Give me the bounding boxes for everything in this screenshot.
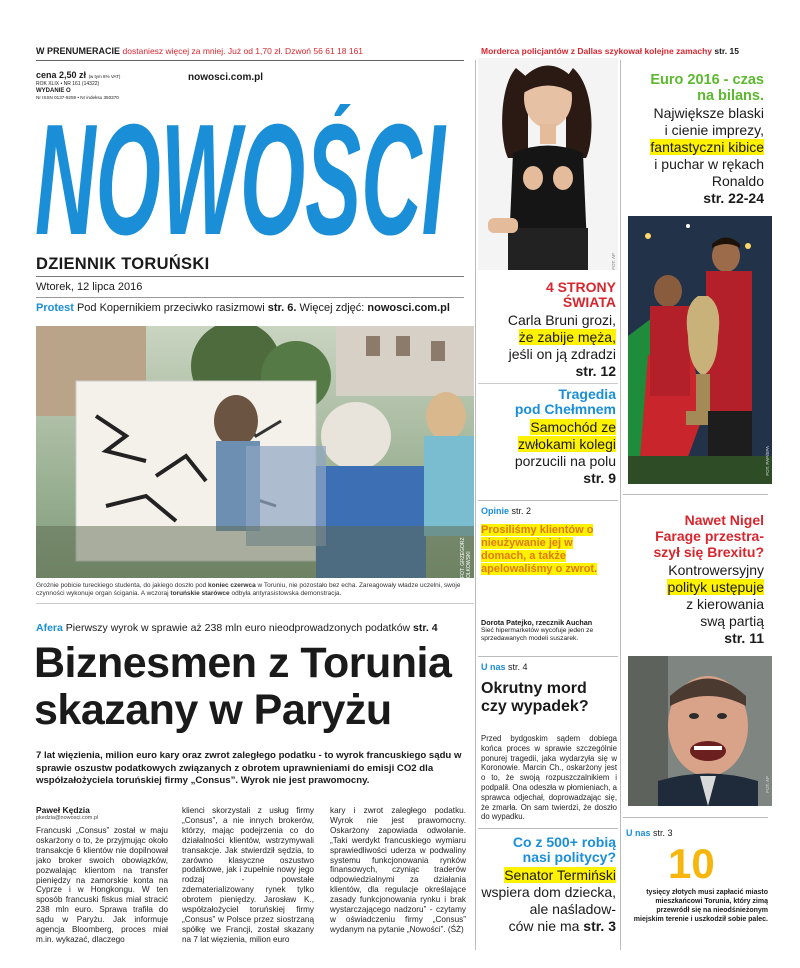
- opinie-desc: Sieć hipermarketów wycofuje jeden ze sprzedawanych modeli suszarek.: [481, 627, 594, 642]
- carla-line-2: że zabije męża,: [518, 329, 616, 345]
- unas1-title-1: Okrutny mord: [481, 680, 587, 697]
- subscription-bar: [36, 46, 363, 56]
- unas2-tag: U nas: [626, 828, 651, 838]
- author-email[interactable]: pkedzia@nowosci.com.pl: [36, 815, 99, 821]
- price-block: [36, 70, 156, 100]
- masthead-svg: [33, 104, 448, 250]
- opinie-source: [481, 618, 617, 643]
- afera-text: Pierwszy wyrok w sprawie aż 238 mln euro nieodprowadzonych podatków: [65, 622, 411, 634]
- s500-line-1: Senator Termiński: [504, 867, 616, 883]
- protest-page: str. 6.: [267, 302, 297, 314]
- price-label: cena 2,50 zł: [36, 70, 87, 80]
- carla-photo-credit: FOT. AP: [611, 253, 616, 270]
- euro-line-3: fantastyczni kibice: [650, 139, 764, 155]
- unas2-number: 10: [668, 840, 715, 887]
- carla-line-3: jeśli on ją zdradzi: [508, 346, 616, 362]
- farage-photo: [628, 656, 772, 806]
- afera-tag: Afera: [36, 622, 63, 634]
- protest-more: Więcej zdjęć:: [299, 302, 365, 314]
- masthead-title: NOWOŚCI: [35, 104, 447, 250]
- opinie-page: str. 2: [511, 506, 532, 516]
- opinie-header: [481, 506, 531, 516]
- farage-line-1: Kontrowersyjny: [668, 562, 764, 578]
- farage-line-4: swą partią: [700, 613, 764, 629]
- farage-title-3: szył się Brexitu?: [653, 544, 764, 560]
- website-link[interactable]: nowosci.com.pl: [188, 72, 264, 83]
- protest-caption: [36, 582, 474, 598]
- price-vat: (w tym 8% VAT): [88, 74, 121, 79]
- edition: WYDANIE O: [36, 88, 71, 94]
- euro-line-4: i puchar w rękach: [654, 156, 764, 172]
- unas1-tag: U nas: [481, 662, 506, 672]
- farage-page: str. 11: [724, 630, 764, 646]
- unas1-title: [481, 680, 619, 716]
- carla-line-1: Carla Bruni grozi,: [507, 312, 616, 328]
- protest-tag: Protest: [36, 302, 74, 314]
- masthead-subtitle: DZIENNIK TORUŃSKI: [36, 255, 210, 273]
- article-col-2: klienci skorzystali z usług firmy „Consus”, a nie innych brokerów, którzy, mając podejrzenia co do działalności klientów, wstrzymywali transakcje. Jak stwierdził sędzia, to zarówno klasyczne oszustwo podatkowe, jak i zupełnie nowy jego rodzaj - powstałe zdematerializowany rynek tylko obrotem pieniędzy. Jarosław K., współzałożyciel toruńskiej firmy „Consus” w Polsce przez siostrzaną spółkę we Francji, został skazany na 7 lat więzienia, milion euro: [182, 806, 314, 944]
- author-name: Paweł Kędzia: [36, 805, 90, 815]
- s500-line-3: ale naśladow-: [529, 901, 616, 917]
- s500-teaser: [478, 835, 616, 935]
- euro-title-2: na bilans.: [697, 88, 764, 104]
- protest-line: [36, 302, 450, 314]
- tragedia-line-2: zwłokami kolegi: [517, 436, 616, 452]
- afera-line: [36, 622, 438, 634]
- top-teaser: [481, 46, 739, 56]
- protest-photo-svg: [36, 326, 474, 578]
- afera-page: str. 4: [413, 622, 438, 634]
- euro-photo: [628, 216, 772, 484]
- s500-line-2: wspiera dom dziecka,: [481, 884, 616, 900]
- tragedia-title-1: Tragedia: [558, 386, 616, 402]
- year-number: ROK XLIX • NR 161 (14322): [36, 81, 100, 87]
- farage-line-3: z kierowania: [686, 596, 764, 612]
- euro-teaser: [622, 72, 764, 207]
- issn: Nr ISSN 0137-9259 • Nr indeksu 350370: [36, 95, 119, 100]
- carla-photo-svg: [478, 58, 618, 270]
- euro-title-1: Euro 2016 - czas: [650, 72, 764, 88]
- unas1-page: str. 4: [508, 662, 528, 672]
- euro-line-5: Ronaldo: [711, 173, 764, 189]
- protest-text: Pod Kopernikiem przeciwko rasizmowi: [76, 302, 265, 314]
- euro-line-2: i cienie imprezy,: [664, 122, 764, 138]
- s500-line-4: ców nie ma: [508, 918, 580, 934]
- farage-title-2: Farage przestra-: [655, 528, 764, 544]
- masthead-date: Wtorek, 12 lipca 2016: [36, 281, 143, 293]
- protest-photo-credit: FOT. GRZEGORZ OLKOWSKI: [460, 537, 472, 578]
- farage-photo-credit: FOT. AP: [765, 776, 770, 793]
- unas1-body: Przed bydgoskim sądem dobiega końca proces w sprawie szczególnie ponurej tragedii, jaka wydarzyła się w Koronowie. Marcin Ch., oskarżony jest o to, że swoją rozpuszczalnikiem i podpalił. Ona odeszła w płomieniach, a sprawca odjechał, doprowadzając się, że zmarła. On sam twierdzi, że doszło do wypadku.: [481, 734, 617, 822]
- farage-teaser: [622, 512, 764, 647]
- carla-kicker-1: 4 STRONY: [545, 279, 616, 295]
- caption-part-c: odbyła antyrasistowska demonstracja.: [231, 590, 342, 597]
- farage-title-1: Nawet Nigel: [684, 512, 764, 528]
- farage-line-2: polityk ustępuje: [667, 579, 764, 595]
- caption-part-b: w Toruniu, nie pozostało bez echa. Zareagowały władze uczelni, swoje czynności wykonuje organ ścigania. A wczoraj: [36, 582, 461, 597]
- article-col-3: kary i zwrot zaległego podatku. Wyrok nie jest prawomocny. Oskarżony zapowiada odwołanie. „Taki werdykt francuskiego wymiaru sprawiedliwości uderza w podwaliny systemu funkcjonowania rynków finansowych, czyniąc traderów odpowiedzialnymi za działania klientów, dla regulacje określające zasady funkcjonowania rynku i brak wystarczającego nadzoru” - czytamy w oświadczeniu firmy „Consus” wydanym na pytanie „Nowości”. (ŚŻ): [330, 806, 466, 934]
- main-headline: [34, 640, 451, 734]
- tragedia-line-3: porzucili na polu: [514, 453, 616, 469]
- top-teaser-text: Morderca policjantów z Dallas szykował kolejne zamachy: [481, 46, 712, 56]
- protest-url[interactable]: nowosci.com.pl: [367, 302, 450, 314]
- unas2-text: tysięcy złotych musi zapłacić miasto mieszkańcowi Torunia, który zimą przewródł się na nieodśnieżonym miejskim terenie i uszkodził sobie palec.: [633, 889, 768, 923]
- carla-teaser: [478, 280, 616, 380]
- s500-title-2: nasi politycy?: [522, 849, 616, 865]
- top-teaser-page: str. 15: [714, 46, 739, 56]
- euro-photo-credit: FOT. PAP/EPA: [765, 446, 770, 476]
- protest-photo: [36, 326, 474, 578]
- masthead-logo: [33, 104, 448, 250]
- caption-part-a: Grożnie pobicie tureckiego studenta, do jakiego doszło pod: [36, 582, 207, 589]
- opinie-person: Dorota Patejko, rzecznik Auchan: [481, 618, 593, 627]
- subscription-text: dostaniesz więcej za mniej. Już od 1,70 zł. Dzwoń 56 61 18 161: [122, 46, 364, 56]
- opinie-text: Prosiliśmy klientów o nieużywanie jej w domach, a także apelowaliśmy o zwrot.: [481, 524, 598, 575]
- article-lead: 7 lat więzienia, milion euro kary oraz zwrot zaległego podatku - to wyrok francuskiego sądu w sprawie oszustw podatkowych związanych z obrotem uprawnieniami do emisji CO2 dla współzałożyciela toruńskiej firmy „Consus”. Wyrok nie jest prawomocny.: [36, 750, 462, 787]
- caption-bold: koniec czerwca: [208, 582, 256, 589]
- euro-photo-svg: [628, 216, 772, 484]
- tragedia-title-2: pod Chełmnem: [514, 401, 616, 417]
- opinie-tag: Opinie: [481, 506, 510, 516]
- opinie-quote: [481, 524, 617, 576]
- s500-page: str. 3: [583, 918, 616, 934]
- article-col-1: Francuski „Consus” został w maju oskarżony o to, że przyjmując około transakcje 6 klientów nie dopilnował jako broker swoich obowiązków, pozwalając klientom na transfer pieniędzy na zamorskie konta na Cyprze i w Hongkongu. W ten sposób francuski fiskus miał stracić 238 mln euro. Sprawa trafiła do sądu w Paryżu. Jak informuje agencja Bloomberg, proces miał m.in. wykazać, dlaczego: [36, 826, 168, 944]
- article-author: [36, 805, 98, 821]
- tragedia-page: str. 9: [583, 470, 616, 486]
- s500-title-1: Co z 500+ robią: [512, 834, 616, 850]
- euro-line-1: Największe blaski: [653, 105, 764, 121]
- tragedia-line-1: Samochód ze: [530, 419, 616, 435]
- unas1-title-2: czy wypadek?: [481, 698, 589, 715]
- unas2-page: str. 3: [653, 828, 673, 838]
- headline-line-1: Biznesmen z Torunia: [34, 639, 452, 687]
- headline-line-2: skazany w Paryżu: [34, 686, 392, 734]
- caption-bold-2: toruńskie starówce: [170, 590, 230, 597]
- unas2-header: [626, 828, 673, 838]
- euro-page: str. 22-24: [703, 190, 764, 206]
- carla-kicker-2: ŚWIATA: [562, 294, 616, 310]
- subscription-lead: W PRENUMERACIE: [36, 46, 121, 56]
- unas1-header: [481, 662, 528, 672]
- farage-photo-svg: [628, 656, 772, 806]
- carla-page: str. 12: [575, 363, 616, 379]
- tragedia-teaser: [478, 387, 616, 487]
- carla-photo: [478, 58, 618, 270]
